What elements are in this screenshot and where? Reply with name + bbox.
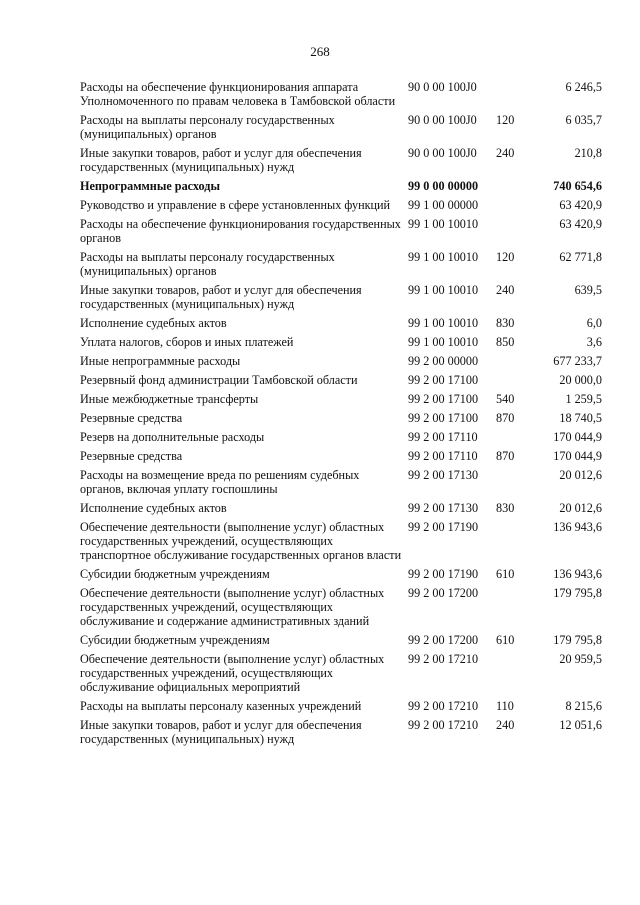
table-row (80, 198, 602, 212)
row-code: 99 2 00 17200 (408, 586, 479, 600)
row-code: 90 0 00 100J0 (408, 146, 477, 160)
row-expense-type: 870 (496, 411, 515, 425)
row-amount: 210,8 (574, 146, 602, 160)
row-code: 99 0 00 00000 (408, 179, 479, 193)
row-name: Резерв на дополнительные расходы (80, 430, 265, 444)
row-amount: 1 259,5 (565, 392, 602, 406)
table-row (80, 652, 602, 694)
table-row (80, 520, 602, 562)
row-amount: 170 044,9 (553, 449, 602, 463)
row-code: 99 2 00 17200 (408, 633, 479, 647)
row-expense-type (496, 586, 536, 628)
row-name: Обеспечение деятельности (выполнение услуг) областных государственных учреждений, осуществляющих обслуживание официальных мероприятий (80, 652, 385, 694)
row-amount: 6 035,7 (565, 113, 602, 127)
table-row (80, 567, 602, 581)
table-row (80, 411, 602, 425)
row-name: Иные закупки товаров, работ и услуг для обеспечения государственных (муниципальных) нужд (80, 146, 362, 174)
row-name: Иные межбюджетные трансферты (80, 392, 259, 406)
table-row (80, 430, 602, 444)
row-expense-type: 240 (496, 283, 515, 297)
table-row (80, 335, 602, 349)
row-expense-type: 830 (496, 316, 515, 330)
row-amount: 20 000,0 (559, 373, 602, 387)
row-expense-type (496, 217, 536, 245)
row-expense-type (496, 652, 536, 694)
row-code: 99 1 00 10010 (408, 316, 479, 330)
table-row (80, 392, 602, 406)
row-name: Расходы на выплаты персоналу казенных учреждений (80, 699, 362, 713)
table-row (80, 718, 602, 746)
row-amount: 20 959,5 (559, 652, 602, 666)
row-code: 99 2 00 17210 (408, 652, 479, 666)
row-name: Расходы на выплаты персоналу государственных (муниципальных) органов (80, 250, 335, 278)
row-expense-type (496, 354, 536, 368)
row-name: Субсидии бюджетным учреждениям (80, 633, 270, 647)
row-name: Обеспечение деятельности (выполнение услуг) областных государственных учреждений, осуществляющих транспортное обслуживание государственных органов власти (80, 520, 402, 562)
row-name: Иные закупки товаров, работ и услуг для обеспечения государственных (муниципальных) нужд (80, 283, 362, 311)
row-code: 99 1 00 10010 (408, 250, 479, 264)
row-amount: 179 795,8 (553, 633, 602, 647)
row-code: 99 2 00 17100 (408, 392, 479, 406)
row-expense-type (496, 373, 536, 387)
row-expense-type: 120 (496, 113, 515, 127)
row-amount: 12 051,6 (559, 718, 602, 732)
row-amount: 20 012,6 (559, 501, 602, 515)
row-expense-type: 540 (496, 392, 515, 406)
row-code: 99 2 00 17210 (408, 699, 479, 713)
table-row (80, 449, 602, 463)
table-row (80, 80, 602, 108)
row-amount: 179 795,8 (553, 586, 602, 600)
table-body (80, 80, 602, 746)
table-row (80, 501, 602, 515)
row-expense-type: 120 (496, 250, 515, 264)
table-row (80, 373, 602, 387)
row-name: Иные непрограммные расходы (80, 354, 241, 368)
row-amount: 63 420,9 (559, 217, 602, 231)
row-amount: 677 233,7 (553, 354, 602, 368)
row-code: 99 2 00 17190 (408, 567, 479, 581)
row-code: 90 0 00 100J0 (408, 113, 477, 127)
row-amount: 8 215,6 (565, 699, 602, 713)
row-name: Иные закупки товаров, работ и услуг для обеспечения государственных (муниципальных) нужд (80, 718, 362, 746)
row-code: 99 2 00 17110 (408, 449, 478, 463)
row-name: Расходы на выплаты персоналу государственных (муниципальных) органов (80, 113, 335, 141)
row-expense-type (496, 430, 536, 444)
row-expense-type (496, 468, 536, 496)
table-row (80, 113, 602, 141)
table-row (80, 250, 602, 278)
row-code: 99 1 00 10010 (408, 217, 479, 231)
row-expense-type: 240 (496, 146, 515, 160)
row-code: 99 2 00 17190 (408, 520, 479, 534)
row-code: 99 2 00 17110 (408, 430, 478, 444)
row-amount: 18 740,5 (559, 411, 602, 425)
table-row (80, 586, 602, 628)
row-amount: 20 012,6 (559, 468, 602, 482)
table-row (80, 316, 602, 330)
row-expense-type: 870 (496, 449, 515, 463)
row-name: Обеспечение деятельности (выполнение услуг) областных государственных учреждений, осуществляющих обслуживание и содержание административных зданий (80, 586, 385, 628)
page-number: 268 (310, 44, 330, 59)
row-name: Непрограммные расходы (80, 179, 220, 193)
row-code: 99 2 00 17100 (408, 411, 479, 425)
budget-table (80, 80, 602, 746)
table-row (80, 283, 602, 311)
row-code: 99 1 00 00000 (408, 198, 479, 212)
row-name: Исполнение судебных актов (80, 316, 227, 330)
row-expense-type (496, 198, 536, 212)
row-expense-type (496, 80, 536, 108)
row-amount: 63 420,9 (559, 198, 602, 212)
row-code: 90 0 00 100J0 (408, 80, 477, 94)
row-amount: 136 943,6 (553, 520, 602, 534)
row-name: Субсидии бюджетным учреждениям (80, 567, 270, 581)
row-expense-type: 610 (496, 567, 515, 581)
row-name: Резервные средства (80, 449, 183, 463)
row-amount: 6 246,5 (565, 80, 602, 94)
row-expense-type: 240 (496, 718, 515, 732)
row-code: 99 2 00 17130 (408, 501, 479, 515)
row-name: Уплата налогов, сборов и иных платежей (80, 335, 294, 349)
row-expense-type: 850 (496, 335, 515, 349)
table-row (80, 217, 602, 245)
row-amount: 6,0 (586, 316, 602, 330)
row-code: 99 2 00 17130 (408, 468, 479, 482)
row-amount: 3,6 (586, 335, 602, 349)
row-code: 99 2 00 00000 (408, 354, 479, 368)
table-row (80, 699, 602, 713)
row-amount: 639,5 (574, 283, 602, 297)
row-expense-type: 830 (496, 501, 515, 515)
table-row (80, 468, 602, 496)
row-amount: 62 771,8 (559, 250, 602, 264)
row-name: Резервные средства (80, 411, 183, 425)
row-expense-type: 610 (496, 633, 515, 647)
row-amount: 136 943,6 (553, 567, 602, 581)
row-code: 99 1 00 10010 (408, 283, 479, 297)
table-row (80, 179, 602, 193)
row-expense-type (496, 520, 536, 562)
row-code: 99 1 00 10010 (408, 335, 479, 349)
row-name: Расходы на возмещение вреда по решениям судебных органов, включая уплату госпошлины (80, 468, 360, 496)
row-amount: 740 654,6 (553, 179, 602, 193)
row-name: Расходы на обеспечение функционирования аппарата Уполномоченного по правам человека в Тамбовской области (80, 80, 396, 108)
row-code: 99 2 00 17100 (408, 373, 479, 387)
row-code: 99 2 00 17210 (408, 718, 479, 732)
row-expense-type (496, 179, 536, 193)
row-name: Расходы на обеспечение функционирования государственных органов (80, 217, 401, 245)
row-expense-type: 110 (496, 699, 514, 713)
row-amount: 170 044,9 (553, 430, 602, 444)
table-row (80, 146, 602, 174)
row-name: Исполнение судебных актов (80, 501, 227, 515)
table-row (80, 354, 602, 368)
table-row (80, 633, 602, 647)
row-name: Резервный фонд администрации Тамбовской области (80, 373, 358, 387)
row-name: Руководство и управление в сфере установленных функций (80, 198, 391, 212)
